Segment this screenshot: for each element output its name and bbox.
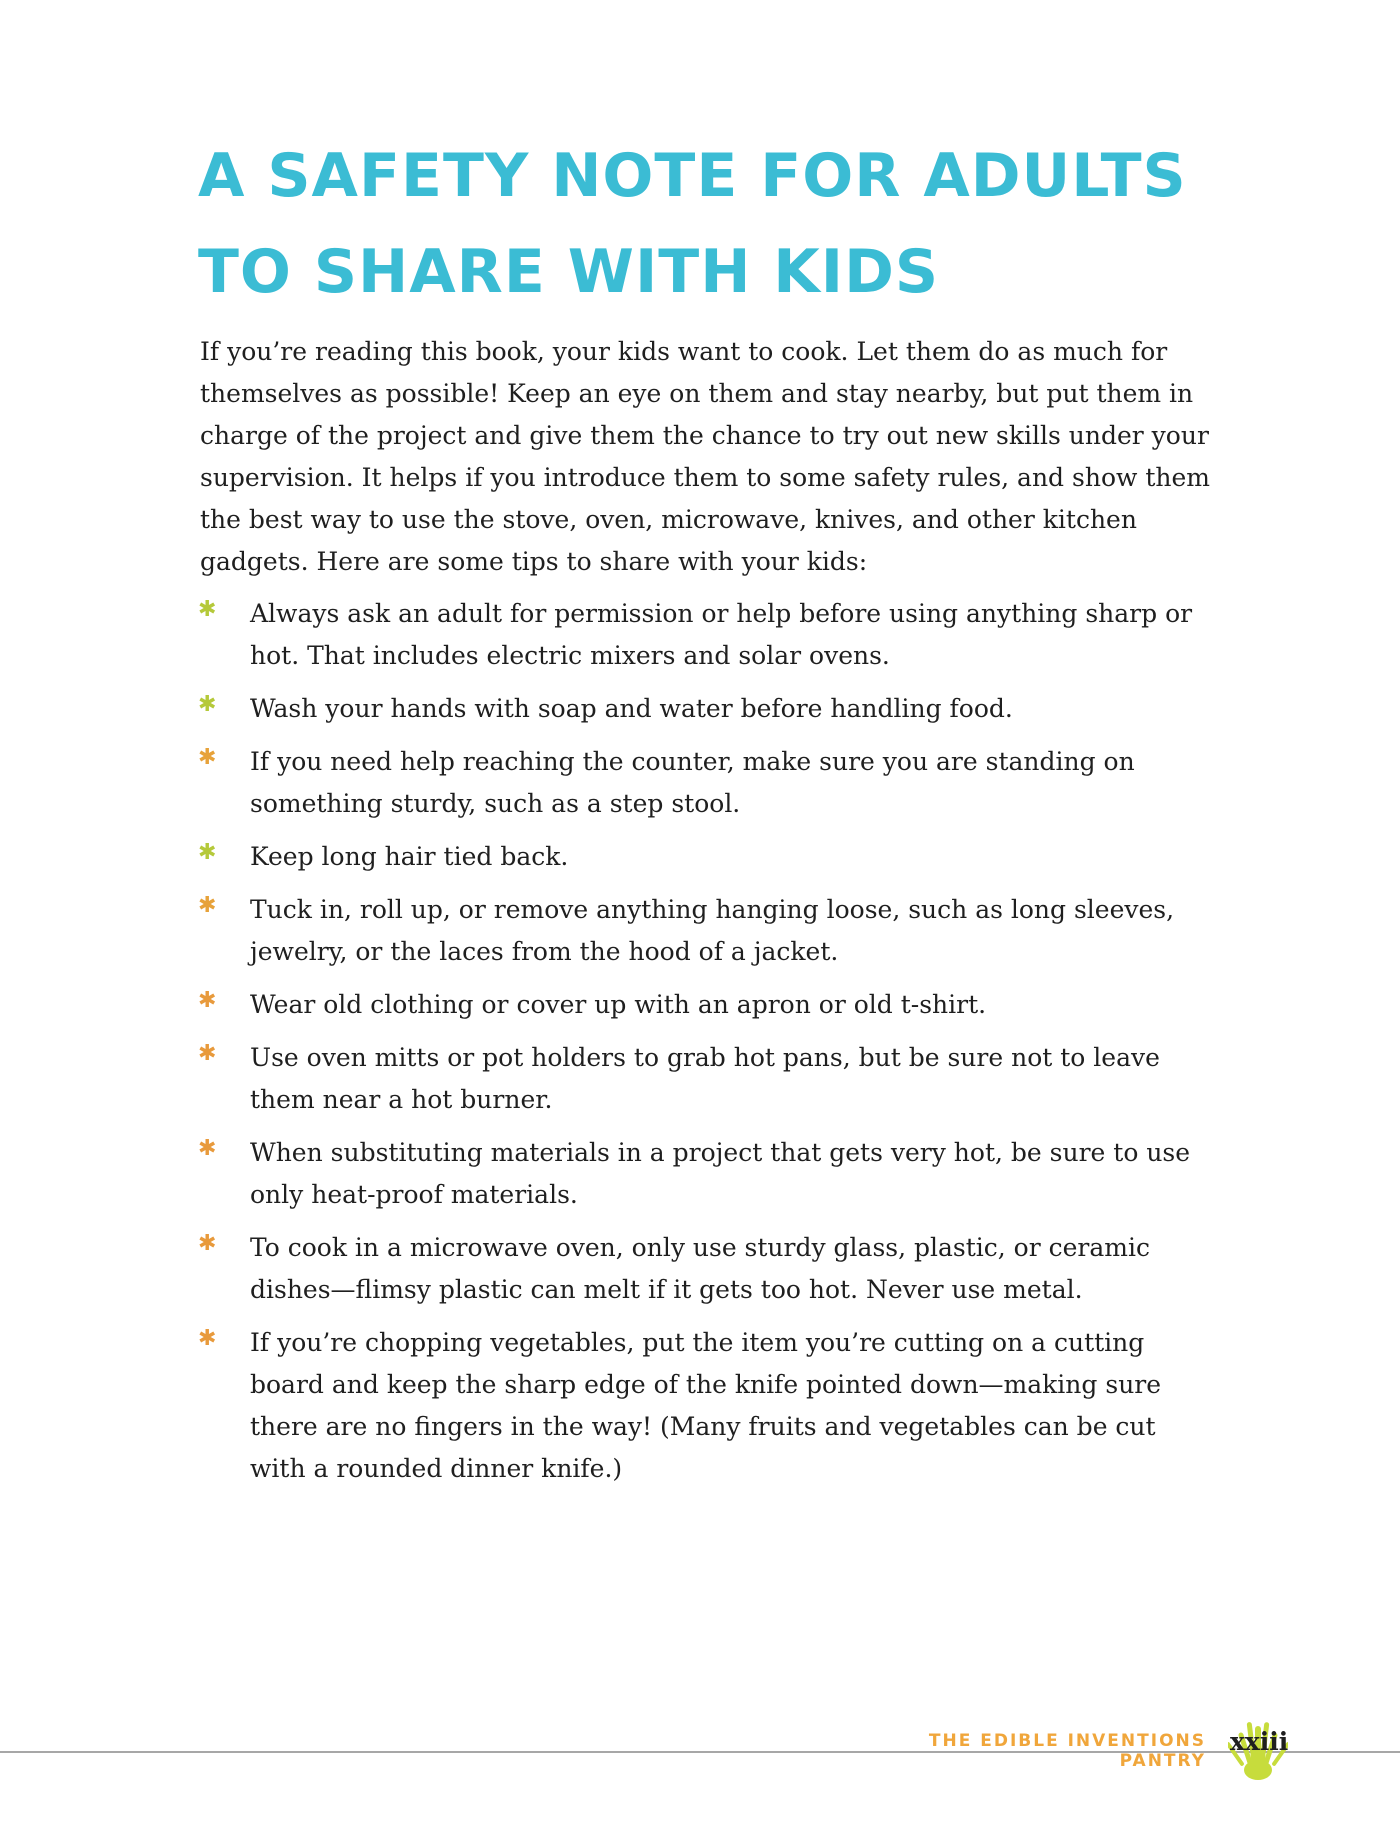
list-item-text: When substituting materials in a project that gets very hot, be sure to use only heat-proof materials. [250, 1138, 1191, 1209]
list-item-text: Always ask an adult for permission or help before using anything sharp or hot. That includes electric mixers and solar ovens. [250, 599, 1193, 670]
page-title: A SAFETY NOTE FOR ADULTS TO SHARE WITH KIDS [198, 141, 1187, 307]
star-icon: ✱ [198, 1136, 217, 1161]
star-icon: ✱ [198, 840, 217, 865]
list-item [200, 836, 1210, 878]
list-item-text: If you’re chopping vegetables, put the item you’re cutting on a cutting board and keep the sharp edge of the knife pointed down—making sure there are no fingers in the way! (Many fruits and vegetables can be cut with a rounded dinner knife.) [250, 1328, 1162, 1483]
intro-paragraph: If you’re reading this book, your kids want to cook. Let them do as much for themselves as possible! Keep an eye on them and stay nearby, but put them in charge of the project and give them the chance to try out new skills under your supervision. It helps if you introduce them to some safety rules, and show them the best way to use the stove, oven, microwave, knives, and other kitchen gadgets. Here are some tips to share with your kids: [200, 337, 1210, 576]
star-icon: ✱ [198, 1326, 217, 1351]
list-item [200, 1132, 1210, 1216]
list-item-text: Use oven mitts or pot holders to grab hot pans, but be sure not to leave them near a hot burner. [250, 1043, 1160, 1114]
star-icon: ✱ [198, 893, 217, 918]
safety-tips-list [200, 593, 1210, 1501]
star-icon: ✱ [198, 1231, 217, 1256]
list-item-text: Wear old clothing or cover up with an apron or old t-shirt. [250, 990, 987, 1019]
list-item [200, 1227, 1210, 1311]
list-item [200, 984, 1210, 1026]
star-icon: ✱ [198, 597, 217, 622]
list-item-text: If you need help reaching the counter, make sure you are standing on something sturdy, such as a step stool. [250, 747, 1135, 818]
list-item [200, 593, 1210, 677]
running-head: THE EDIBLE INVENTIONS PANTRY [928, 1731, 1206, 1771]
list-item [200, 688, 1210, 730]
star-icon: ✱ [198, 1041, 217, 1066]
list-item-text: Wash your hands with soap and water before handling food. [250, 694, 1013, 723]
star-icon: ✱ [198, 745, 217, 770]
list-item [200, 741, 1210, 825]
list-item-text: Tuck in, roll up, or remove anything hanging loose, such as long sleeves, jewelry, or the laces from the hood of a jacket. [250, 895, 1175, 966]
star-icon: ✱ [198, 988, 217, 1013]
page-number: xxiii [1230, 1727, 1289, 1756]
star-icon: ✱ [198, 692, 217, 717]
list-item [200, 1322, 1210, 1490]
list-item-text: Keep long hair tied back. [250, 842, 569, 871]
list-item [200, 889, 1210, 973]
list-item-text: To cook in a microwave oven, only use sturdy glass, plastic, or ceramic dishes—flimsy plastic can melt if it gets too hot. Never use metal. [250, 1233, 1150, 1304]
list-item [200, 1037, 1210, 1121]
